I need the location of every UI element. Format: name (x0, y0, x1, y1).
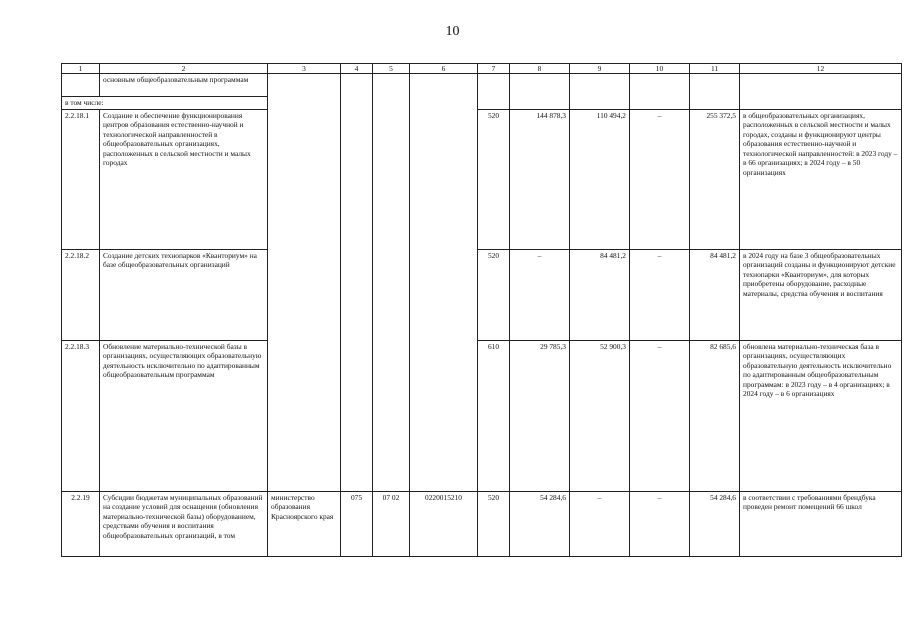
cell-merged-grbs (341, 74, 373, 491)
row-name: Создание детских технопарков «Кванториум» на базе общеобразовательных организаций (100, 249, 268, 340)
row-csr: 0220015210 (410, 491, 478, 556)
row-2025: – (630, 340, 690, 491)
col-header-10: 10 (630, 64, 690, 74)
row-2025: – (630, 491, 690, 556)
col-header-2: 2 (100, 64, 268, 74)
column-number-row (62, 64, 902, 74)
row-total: 255 372,5 (690, 109, 740, 249)
col-header-5: 5 (373, 64, 410, 74)
col-header-3: 3 (268, 64, 341, 74)
row-vr: 520 (478, 491, 510, 556)
row-number: 2.2.19 (62, 491, 100, 556)
row-2023: 54 284,6 (510, 491, 570, 556)
table-row (62, 340, 902, 491)
col-header-11: 11 (690, 64, 740, 74)
row-grbs: 075 (341, 491, 373, 556)
row-2024: 110 494,2 (570, 109, 630, 249)
row-2024: – (570, 491, 630, 556)
col-header-1: 1 (62, 64, 100, 74)
row-result: в общеобразовательных организациях, расположенных в сельской местности и малых городах, созданы и функционируют центры образования естественно-научной и технологической направленностей: в 2023 году – в 66 организациях; в 2024 году – в 50 организациях (740, 109, 902, 249)
row-total: 82 685,6 (690, 340, 740, 491)
row-name: Обновление материально-технической базы в организациях, осуществляющих образовательную деятельность исключительно по адаптированным общеобразовательным программам (100, 340, 268, 491)
row-2024: 84 481,2 (570, 249, 630, 340)
continuation-row (62, 74, 902, 97)
table-row (62, 249, 902, 340)
row-result: обновлена материально-техническая база в организациях, осуществляющих образовательную деятельность исключительно по адаптированным общеобразовательным программам: в 2023 году – в 4 организациях; в 2024 году – в 6 организациях (740, 340, 902, 491)
row-total: 84 481,2 (690, 249, 740, 340)
table-row (62, 109, 902, 249)
col-header-4: 4 (341, 64, 373, 74)
cell-merged-csr (410, 74, 478, 491)
col-header-8: 8 (510, 64, 570, 74)
row-number: 2.2.18.1 (62, 109, 100, 249)
row-result: в 2024 году на базе 3 общеобразовательных организаций созданы и функционируют детские технопарки «Кванториум», для которых приобретены оборудование, расходные материалы, средства обучения и воспитания (740, 249, 902, 340)
row-name: Создание и обеспечение функционирования центров образования естественно-научной и технологической направленностей в общеобразовательных организациях, расположенных в сельской местности и малых городах (100, 109, 268, 249)
row-vr: 520 (478, 109, 510, 249)
subheading-row (62, 97, 902, 109)
row-2025: – (630, 109, 690, 249)
row-rzpr: 07 02 (373, 491, 410, 556)
col-header-6: 6 (410, 64, 478, 74)
row-2023: 144 878,3 (510, 109, 570, 249)
row-responsible: министерство образования Красноярского края (268, 491, 341, 556)
cell-merged-responsible (268, 74, 341, 491)
row-result: в соответствии с требованиями брендбука проведен ремонт помещений 66 школ (740, 491, 902, 556)
row-2023: – (510, 249, 570, 340)
cell-merged-rzpr (373, 74, 410, 491)
row-2024: 52 900,3 (570, 340, 630, 491)
row-number: 2.2.18.2 (62, 249, 100, 340)
row-2025: – (630, 249, 690, 340)
row-name: Субсидии бюджетам муниципальных образований на создание условий для оснащения (обновления материально-технической базы) оборудованием, средствами обучения и воспитания общеобразовательных организаций, в том (100, 491, 268, 556)
subheading-text: в том числе: (62, 97, 268, 109)
cell-empty (62, 74, 100, 97)
page-number: 10 (445, 24, 460, 39)
col-header-12: 12 (740, 64, 902, 74)
row-total: 54 284,6 (690, 491, 740, 556)
program-table (61, 63, 902, 557)
row-vr: 610 (478, 340, 510, 491)
row-2023: 29 785,3 (510, 340, 570, 491)
col-header-7: 7 (478, 64, 510, 74)
cell-continued-name: основным общеобразовательным программам (100, 74, 268, 97)
row-vr: 520 (478, 249, 510, 340)
col-header-9: 9 (570, 64, 630, 74)
row-number: 2.2.18.3 (62, 340, 100, 491)
table-row (62, 491, 902, 556)
